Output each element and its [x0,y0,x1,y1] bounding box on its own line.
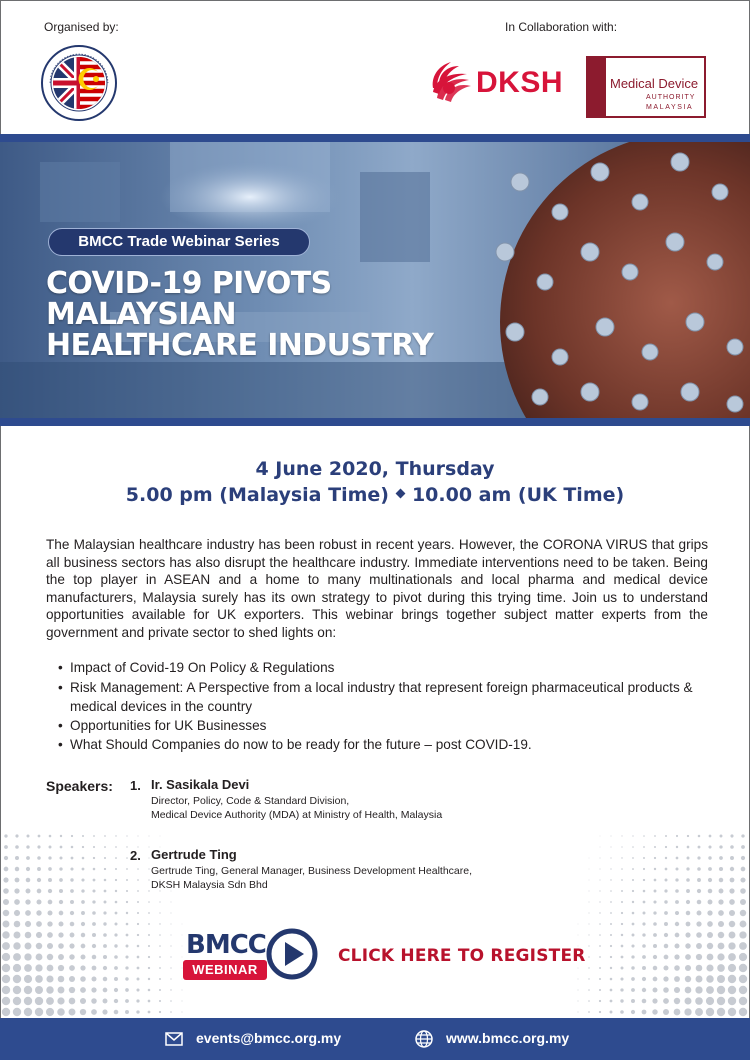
speaker-title-line: DKSH Malaysia Sdn Bhd [151,879,268,891]
speakers-label: Speakers: [46,778,113,794]
organised-by-label: Organised by: [44,20,119,34]
diamond-separator-icon [396,489,406,499]
banner-bottom-band [0,418,750,426]
speaker-name: Ir. Sasikala Devi [151,777,250,792]
mda-subtitle-authority: AUTHORITY [646,94,696,101]
speaker-name: Gertrude Ting [151,847,237,862]
event-title [46,268,506,361]
malaysia-time: 5.00 pm (Malaysia Time) [125,484,389,506]
event-time [0,484,750,506]
bmcc-seal-logo [40,44,118,122]
mda-logo [586,56,706,118]
topic-item: • Risk Management: A Perspective from a local industry that represent foreign pharmaceutical products & medical devices in the country [58,678,708,716]
speaker-title-line: Director, Policy, Code & Standard Division, [151,795,350,807]
event-date: 4 June 2020, Thursday [255,458,495,480]
topic-item: • What Should Companies do now to be ready for the future – post COVID-19. [58,735,708,755]
speaker-title-line: Gertrude Ting, General Manager, Business Development Healthcare, [151,865,473,877]
speaker-title [151,794,571,822]
event-description: The Malaysian healthcare industry has been robust in recent years. However, the CORONA VIRUS that grips all business sectors has also disrupt the healthcare industry. Immediate interventions need to be taken. Being the top player in ASEAN and a home to many multinationals and local pharma and medical device manufacturers, Malaysia surely has its own strategy to pivot during this trying time. Join us to understand opportunities available for UK exporters. This webinar brings together subject matter experts from the government and private sector to shed lights on: [46,537,708,640]
dksh-wordmark: DKSH [476,66,564,99]
banner-top-band [0,134,750,142]
email-link[interactable]: events@bmcc.org.my [196,1030,342,1046]
speaker-title [151,864,571,892]
mda-logo-bar [588,58,606,116]
topic-list [58,658,708,755]
mda-title: Medical Device [610,76,699,91]
speaker-number: 2. [130,848,141,863]
mda-subtitle-malaysia: MALAYSIA [646,104,694,111]
footer-bar [0,1018,750,1060]
website-link[interactable]: www.bmcc.org.my [446,1030,570,1046]
globe-icon [414,1029,434,1049]
uk-time: 10.00 am (UK Time) [411,484,625,506]
play-icon[interactable] [266,928,318,980]
bmcc-webinar-logo-pill[interactable]: WEBINAR [183,960,267,980]
topic-item: • Opportunities for UK Businesses [58,716,708,736]
bmcc-webinar-logo-text[interactable]: BMCC [186,930,266,960]
webinar-series-badge: BMCC Trade Webinar Series [48,228,310,256]
event-title-line-1: COVID-19 PIVOTS MALAYSIAN [46,266,332,332]
register-link[interactable]: CLICK HERE TO REGISTER [338,946,586,966]
collaboration-label: In Collaboration with: [505,20,618,34]
speaker-number: 1. [130,778,141,793]
envelope-icon [164,1029,184,1049]
topic-item: • Impact of Covid-19 On Policy & Regulations [58,658,708,678]
hero-banner [0,142,750,418]
event-title-line-2: HEALTHCARE INDUSTRY [46,328,434,363]
halftone-dots-decoration [0,830,750,1020]
speaker-title-line: Medical Device Authority (MDA) at Ministry of Health, Malaysia [151,809,443,821]
